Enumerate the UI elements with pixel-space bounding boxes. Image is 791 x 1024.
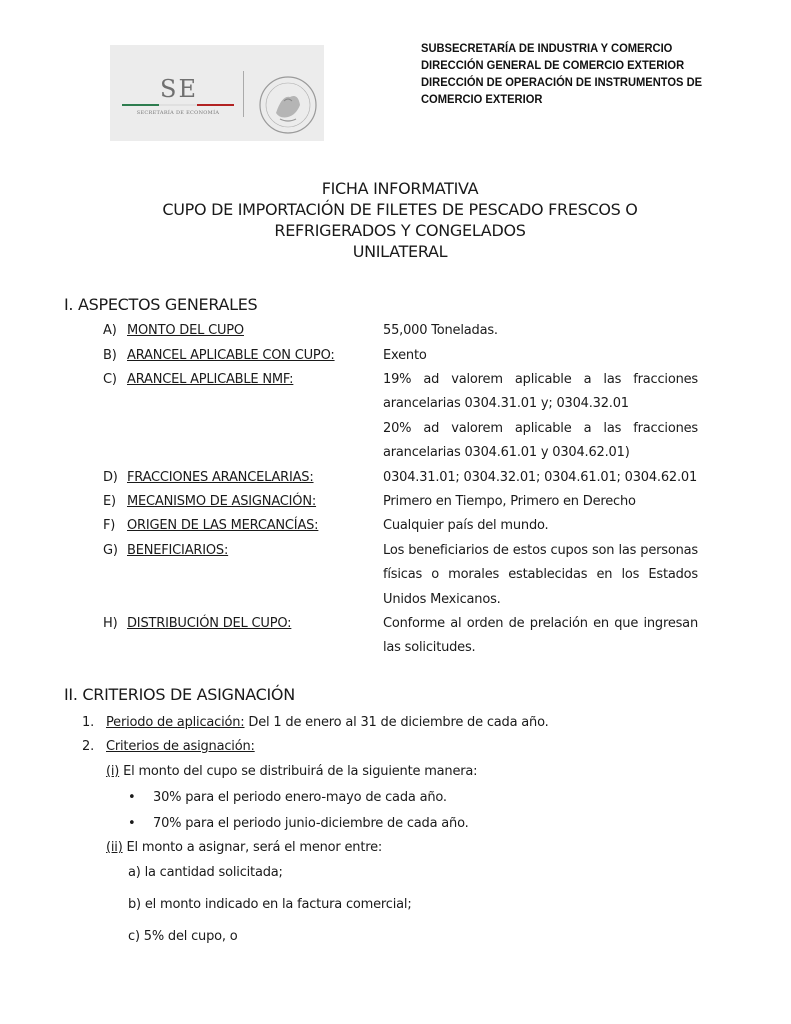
item-number: 1. xyxy=(82,715,95,730)
field-letter: D) xyxy=(103,470,118,485)
field-letter: E) xyxy=(103,494,116,509)
option-item: b) el monto indicado en la factura comercial; xyxy=(128,897,412,912)
title-line: CUPO DE IMPORTACIÓN DE FILETES DE PESCADO FRESCOS O xyxy=(162,200,638,219)
title-line: REFRIGERADOS Y CONGELADOS xyxy=(274,221,526,240)
field-label xyxy=(103,344,335,368)
field-label-text: ARANCEL APLICABLE NMF: xyxy=(127,372,294,387)
field-value: Exento xyxy=(383,348,427,363)
header-line: DIRECCIÓN GENERAL DE COMERCIO EXTERIOR xyxy=(421,58,685,72)
field-letter: G) xyxy=(103,543,118,558)
bullet-text: 30% para el periodo enero-mayo de cada año. xyxy=(153,790,447,805)
field-value: 0304.31.01; 0304.32.01; 0304.61.01; 0304.62.01 xyxy=(383,470,698,485)
logo-tricolor-stripe xyxy=(122,104,234,106)
sub-label: (i) xyxy=(106,764,120,779)
sub-text: El monto a asignar, será el menor entre: xyxy=(122,840,383,855)
field-value-line: Los beneficiarios de estos cupos son las personas xyxy=(383,543,698,558)
item-label: Periodo de aplicación: xyxy=(106,715,245,730)
stripe-white xyxy=(159,104,196,106)
field-letter: A) xyxy=(103,323,117,338)
document-title xyxy=(120,178,680,262)
field-letter: B) xyxy=(103,348,117,363)
field-label-text: ARANCEL APLICABLE CON CUPO: xyxy=(127,348,335,363)
header-line: SUBSECRETARÍA DE INDUSTRIA Y COMERCIO xyxy=(421,41,673,55)
field-label-text: FRACCIONES ARANCELARIAS: xyxy=(127,470,314,485)
option-item: a) la cantidad solicitada; xyxy=(128,865,283,880)
field-value-line: físicas o morales establecidas en los Estados xyxy=(383,567,698,582)
sub-label: (ii) xyxy=(106,840,123,855)
field-label xyxy=(103,514,318,538)
logo-subtitle: SECRETARÍA DE ECONOMÍA xyxy=(136,110,220,116)
field-value-line: arancelarias 0304.61.01 y 0304.62.01) xyxy=(383,445,630,460)
bullet-icon: • xyxy=(128,816,136,831)
field-value: 55,000 Toneladas. xyxy=(383,323,498,338)
section-heading: I. ASPECTOS GENERALES xyxy=(64,295,258,314)
title-line: UNILATERAL xyxy=(352,242,448,261)
item-number: 2. xyxy=(82,739,95,754)
field-value-line: Conforme al orden de prelación en que ingresan xyxy=(383,616,698,631)
title-line: FICHA INFORMATIVA xyxy=(321,179,479,198)
mexico-coat-of-arms-seal-icon xyxy=(258,75,318,135)
header-line: DIRECCIÓN DE OPERACIÓN DE INSTRUMENTOS DE xyxy=(421,75,703,89)
logo-initials: SE xyxy=(160,75,198,103)
item-text: Del 1 de enero al 31 de diciembre de cada año. xyxy=(244,715,549,730)
field-value: Primero en Tiempo, Primero en Derecho xyxy=(383,494,636,509)
stripe-green xyxy=(122,104,159,106)
header-line: COMERCIO EXTERIOR xyxy=(421,92,543,106)
section-heading: II. CRITERIOS DE ASIGNACIÓN xyxy=(64,685,295,704)
item-label: Criterios de asignación: xyxy=(106,739,255,754)
criteria-item xyxy=(82,711,549,735)
sub-text: El monto del cupo se distribuirá de la siguiente manera: xyxy=(119,764,478,779)
logo-divider xyxy=(243,71,244,117)
sub-criteria xyxy=(106,836,382,860)
field-label-text: ORIGEN DE LAS MERCANCÍAS: xyxy=(127,518,319,533)
field-letter: F) xyxy=(103,518,116,533)
field-label-text: DISTRIBUCIÓN DEL CUPO: xyxy=(127,616,292,631)
field-label-text: MONTO DEL CUPO xyxy=(127,323,244,338)
field-letter: H) xyxy=(103,616,118,631)
field-label-text: BENEFICIARIOS: xyxy=(127,543,229,558)
field-label xyxy=(103,368,293,392)
field-letter: C) xyxy=(103,372,117,387)
field-value-line: arancelarias 0304.31.01 y; 0304.32.01 xyxy=(383,396,629,411)
field-label xyxy=(103,612,291,636)
bullet-icon: • xyxy=(128,790,136,805)
field-label xyxy=(103,539,228,563)
field-value-line: 19% ad valorem aplicable a las fracciones xyxy=(383,372,698,387)
sub-criteria xyxy=(106,760,477,784)
criteria-item xyxy=(82,735,255,759)
bullet-text: 70% para el periodo junio-diciembre de cada año. xyxy=(153,816,469,831)
agency-header xyxy=(421,40,718,108)
field-label xyxy=(103,319,244,343)
field-label xyxy=(103,466,314,490)
bullet-item xyxy=(128,812,469,836)
field-label-text: MECANISMO DE ASIGNACIÓN: xyxy=(127,494,317,509)
field-value-line: 20% ad valorem aplicable a las fracciones xyxy=(383,421,698,436)
option-item: c) 5% del cupo, o xyxy=(128,929,238,944)
bullet-item xyxy=(128,786,447,810)
field-label xyxy=(103,490,316,514)
stripe-red xyxy=(197,104,234,106)
field-value-line: Unidos Mexicanos. xyxy=(383,592,501,607)
secretaria-economia-logo xyxy=(110,45,324,141)
field-value: Cualquier país del mundo. xyxy=(383,518,549,533)
field-value-line: las solicitudes. xyxy=(383,640,476,655)
